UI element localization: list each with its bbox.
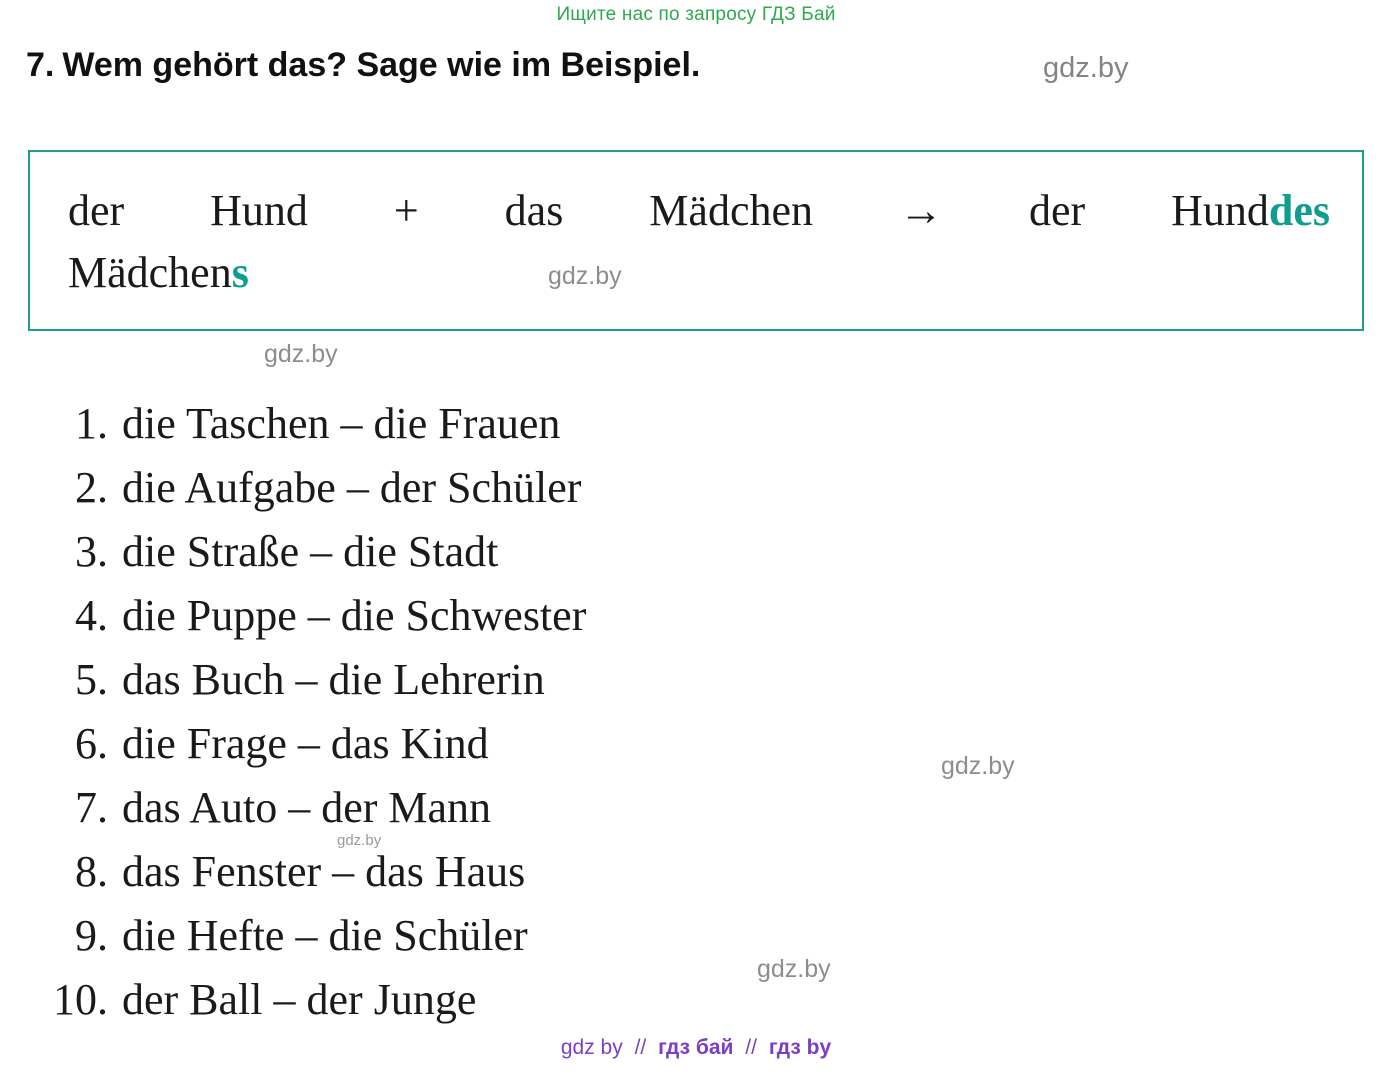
- list-item: [0, 520, 1392, 584]
- list-item-text: die Puppe – die Schwester: [122, 591, 587, 640]
- list-item-number: 9.: [75, 911, 108, 960]
- example-line-one: [68, 180, 1330, 242]
- list-item-number: 10.: [53, 975, 108, 1024]
- list-item-number: 4.: [75, 591, 108, 640]
- list-item: [0, 648, 1392, 712]
- list-item-text: die Straße – die Stadt: [122, 527, 499, 576]
- list-item: [0, 392, 1392, 456]
- list-item: [0, 776, 1392, 840]
- footer-link-gdz-by[interactable]: gdz by: [560, 1036, 623, 1059]
- list-item-text: das Auto – der Mann: [122, 783, 492, 832]
- list-item-text: der Ball – der Junge: [122, 975, 477, 1024]
- list-item-text: die Hefte – die Schüler: [122, 911, 528, 960]
- example-text: [68, 180, 1330, 305]
- example-box: [28, 150, 1364, 331]
- list-item: [0, 968, 1392, 1032]
- list-item-text: das Fenster – das Haus: [122, 847, 526, 896]
- list-item: [0, 904, 1392, 968]
- list-item-number: 7.: [75, 783, 108, 832]
- list-item-number: 2.: [75, 463, 108, 512]
- example-line-two: [68, 248, 249, 297]
- example-accent-s: s: [231, 248, 249, 298]
- list-item-text: die Aufgabe – der Schüler: [122, 463, 582, 512]
- list-item-number: 8.: [75, 847, 108, 896]
- example-formula: der Hund + das Mädchen → der Hund: [68, 186, 1269, 235]
- footer-separator: //: [745, 1036, 757, 1059]
- exercise-number: 7.: [26, 46, 55, 84]
- list-item: [0, 840, 1392, 904]
- list-item: [0, 584, 1392, 648]
- list-item-text: die Taschen – die Frauen: [122, 399, 561, 448]
- list-item-number: 5.: [75, 655, 108, 704]
- watermark-gdz-by: gdz.by: [1043, 52, 1129, 84]
- watermark-gdz-by: gdz.by: [264, 340, 338, 368]
- example-stem: Mädchen: [68, 248, 232, 298]
- example-accent-des: des: [1268, 186, 1330, 235]
- list-item: [0, 456, 1392, 520]
- footer-separator: //: [634, 1036, 647, 1059]
- site-promo-banner: Ищите нас по запросу ГДЗ Бай: [556, 4, 836, 25]
- exercise-heading: [26, 46, 700, 85]
- list-item-text: die Frage – das Kind: [122, 719, 489, 768]
- list-item: [0, 712, 1392, 776]
- list-item-number: 6.: [75, 719, 108, 768]
- footer-links: [0, 1036, 1392, 1060]
- watermark-gdz-by: gdz.by: [757, 955, 831, 983]
- footer-link-gdz-by-ru[interactable]: гдз by: [768, 1036, 832, 1059]
- watermark-gdz-by: gdz.by: [941, 752, 1015, 780]
- task-list: [0, 392, 1392, 1032]
- list-item-text: das Buch – die Lehrerin: [122, 655, 545, 704]
- list-item-number: 3.: [75, 527, 108, 576]
- exercise-title: Wem gehört das? Sage wie im Beispiel.: [62, 46, 701, 84]
- watermark-gdz-by: gdz.by: [548, 262, 622, 290]
- footer-link-gdz-bai[interactable]: гдз бай: [658, 1036, 734, 1059]
- list-item-number: 1.: [75, 399, 108, 448]
- watermark-gdz-by: gdz.by: [337, 832, 382, 849]
